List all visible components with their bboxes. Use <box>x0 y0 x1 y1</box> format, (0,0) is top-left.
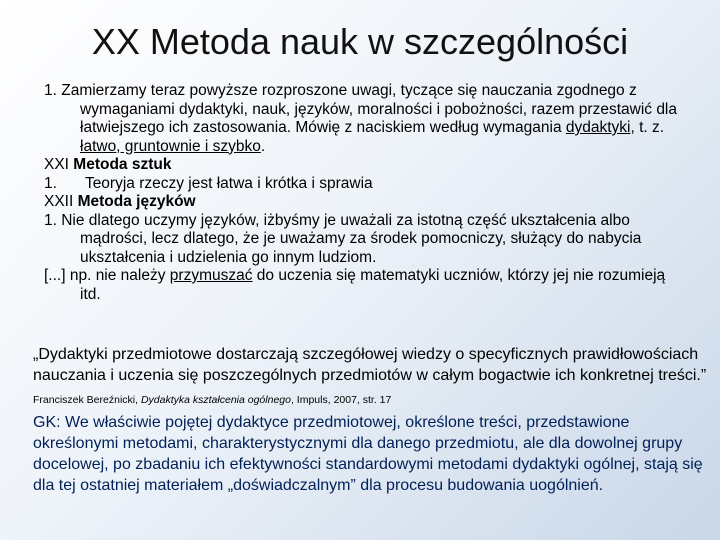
roman-numeral-xxii: XXII <box>44 193 78 210</box>
heading-text-metoda-sztuk: Metoda sztuk <box>73 156 172 173</box>
mathematics-post: do uczenia się matematyki uczniów, którzy jej nie rozumieją itd. <box>80 267 666 303</box>
item-number: 1. <box>44 174 57 192</box>
gk-commentary: GK: We właściwie pojętej dydaktyce przedmiotowej, określone treści, przedstawione określonymi metodami, charakterystycznymi dla danego przedmiotu, ale dla dowolnej grupy docelowej, po zbadaniu ich efektywności standardowymi metodami dydaktyki ogólnej, stają się dla tej ostatniej materiałem „doświadczalnym” dla procesu budowania uogólnień. <box>33 414 703 494</box>
underlined-dydaktyki: dydaktyki <box>565 119 631 136</box>
paragraph-teoryja <box>44 175 690 194</box>
paragraph-methods-intro <box>44 82 690 156</box>
heading-text-metoda-jezykow: Metoda języków <box>77 193 196 210</box>
underlined-przymuszac: przymuszać <box>169 267 253 284</box>
citation-title: Dydaktyka kształcenia ogólnego <box>140 394 291 406</box>
quote-paragraph <box>33 344 708 411</box>
methods-intro-mid: , t. z. <box>630 119 665 136</box>
paragraph-languages: 1. Nie dlatego uczymy języków, iżbyśmy je uważali za istotną część ukształcenia albo mądrości, lecz dlatego, że je uważamy za środek pomocniczy, służący do nabycia ukształcenia i udzielenia go innym ludziom. <box>44 211 642 266</box>
slide-title: XX Metoda nauk w szczególności <box>91 21 629 62</box>
quote-citation <box>33 394 391 406</box>
item-text-teoryja: Teoryja rzeczy jest łatwa i krótka i sprawia <box>84 174 373 192</box>
underlined-latwo-gruntownie-szybko: łatwo, gruntownie i szybko <box>80 137 261 155</box>
paragraph-mathematics <box>44 267 690 304</box>
quote-text: „Dydaktyki przedmiotowe dostarczają szczegółowej wiedzy o specyficznych prawidłowościach nauczania i uczenia się poszczególnych przedmiotów w całym bogactwie ich konkretnej treści.” <box>33 346 707 384</box>
citation-rest: , Impuls, 2007, str. 17 <box>290 394 392 406</box>
slide-body <box>44 82 690 304</box>
mathematics-pre: [...] np. nie należy <box>44 267 170 284</box>
citation-author: Franciszek Bereźnicki, <box>33 394 141 406</box>
roman-numeral-xxi: XXI <box>44 156 74 173</box>
methods-intro-lead: 1. Zamierzamy teraz powyższe rozproszone uwagi, tyczące się nauczania zgodnego z wymaganiami dydaktyki, nauk, języków, moralności i pobożności, razem przestawić dla łatwiejszego ich zastosowania. Mówię z naciskiem według wymagania <box>44 82 677 136</box>
methods-intro-end: . <box>260 137 266 155</box>
heading-metoda-jezykow <box>44 193 690 212</box>
heading-metoda-sztuk <box>44 156 690 175</box>
